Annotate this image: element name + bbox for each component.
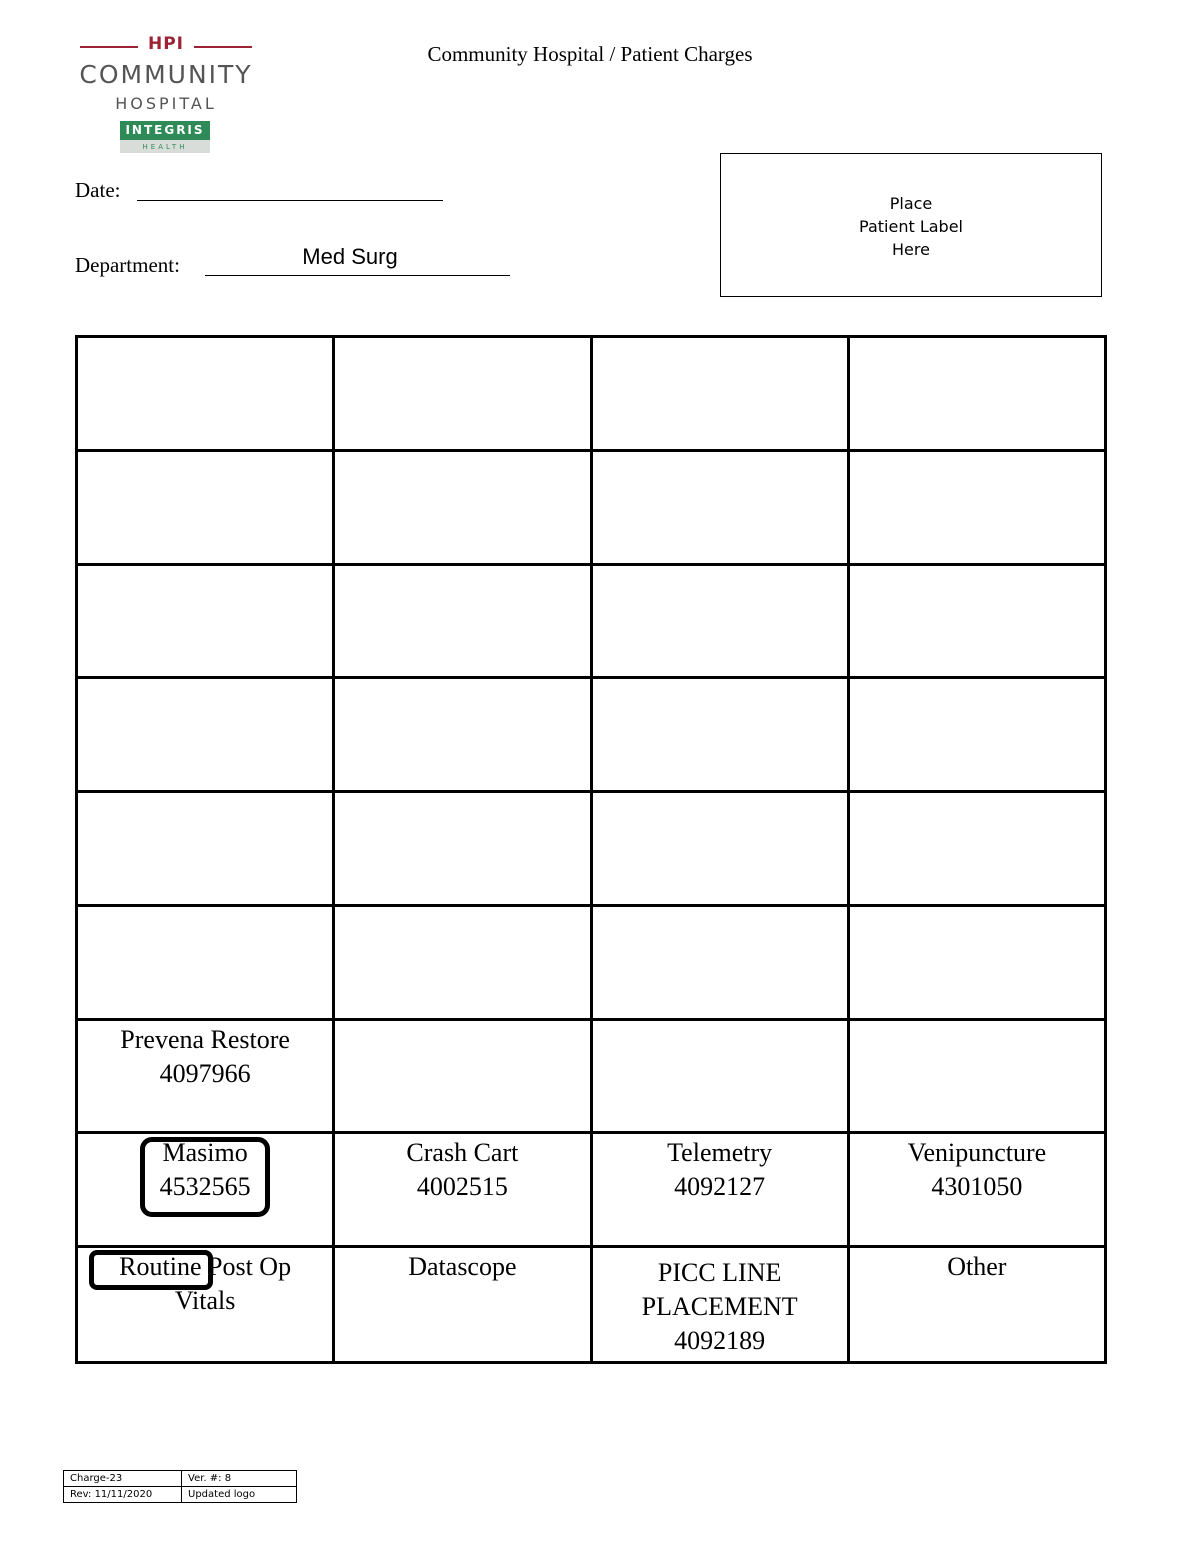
document-footer <box>63 1470 297 1503</box>
charge-cell-empty[interactable] <box>591 678 848 792</box>
table-row <box>64 1487 297 1503</box>
revision-note: Updated logo <box>182 1487 297 1503</box>
date-field[interactable] <box>137 200 443 201</box>
charge-cell-empty[interactable] <box>334 450 591 564</box>
charge-cell-empty[interactable] <box>848 564 1105 678</box>
charge-cell-empty[interactable] <box>848 792 1105 906</box>
charge-name: Prevena Restore <box>120 1024 290 1054</box>
charge-cell-empty[interactable] <box>77 792 334 906</box>
routine-selection-mark <box>89 1250 213 1290</box>
charge-name: Venipuncture <box>907 1138 1047 1168</box>
department-field-line <box>205 275 510 276</box>
charge-cell-picc-line[interactable] <box>591 1247 848 1363</box>
charge-cell-empty[interactable] <box>848 337 1105 451</box>
charge-cell-empty[interactable] <box>591 792 848 906</box>
charge-cell-empty[interactable] <box>591 905 848 1019</box>
charge-cell-empty[interactable] <box>77 337 334 451</box>
charge-code: 4532565 <box>159 1172 251 1202</box>
patient-label-line: Place <box>889 194 933 213</box>
charge-name: Crash Cart <box>406 1138 519 1168</box>
charge-name-continued: Vitals <box>174 1286 236 1316</box>
charge-cell-datascope[interactable] <box>334 1247 591 1363</box>
department-field[interactable]: Med Surg <box>302 244 398 269</box>
charge-code: 4092189 <box>674 1326 766 1356</box>
charge-name-continued: PLACEMENT <box>641 1292 798 1322</box>
hospital-logo <box>76 34 256 156</box>
charge-cell-empty[interactable] <box>591 337 848 451</box>
patient-label-line: Patient Label <box>859 217 963 236</box>
charge-name: Other <box>947 1252 1007 1282</box>
charge-cell-empty[interactable] <box>334 337 591 451</box>
charge-name: Routine Post Op <box>119 1252 292 1282</box>
charge-cell-telemetry[interactable] <box>591 1133 848 1247</box>
revision-date: Rev: 11/11/2020 <box>64 1487 182 1503</box>
logo-community-text: COMMUNITY <box>79 60 253 89</box>
charge-cell-prevena[interactable] <box>77 1019 334 1133</box>
charge-code: 4002515 <box>416 1172 508 1202</box>
charge-cell-other[interactable] <box>848 1247 1105 1363</box>
integris-text: INTEGRIS <box>120 121 210 140</box>
masimo-selection-mark <box>140 1137 270 1217</box>
charge-cell-empty[interactable] <box>848 450 1105 564</box>
department-label: Department: <box>75 253 180 277</box>
patient-label-box <box>720 153 1102 297</box>
integris-health-badge <box>120 121 210 153</box>
table-row <box>77 337 1106 451</box>
charge-cell-empty[interactable] <box>77 450 334 564</box>
charge-cell-empty[interactable] <box>591 450 848 564</box>
date-label: Date: <box>75 178 121 202</box>
patient-label-instructions <box>721 192 1101 261</box>
charge-cell-empty[interactable] <box>77 905 334 1019</box>
charge-cell-empty[interactable] <box>334 678 591 792</box>
charge-cell-empty[interactable] <box>77 678 334 792</box>
charge-cell-empty[interactable] <box>591 564 848 678</box>
table-row <box>77 678 1106 792</box>
patient-label-line: Here <box>892 240 930 259</box>
version-number: Ver. #: 8 <box>182 1471 297 1487</box>
logo-hospital-text: HOSPITAL <box>115 94 217 113</box>
table-row <box>77 1019 1106 1133</box>
charge-cell-empty[interactable] <box>334 905 591 1019</box>
table-row <box>64 1471 297 1487</box>
logo-hpi-text: HPI <box>147 34 184 54</box>
charge-cell-empty[interactable] <box>334 564 591 678</box>
charge-cell-empty[interactable] <box>848 678 1105 792</box>
health-text: HEALTH <box>142 143 188 151</box>
logo-rule-right <box>194 46 252 48</box>
table-row <box>77 450 1106 564</box>
charge-code: 4301050 <box>931 1172 1023 1202</box>
charge-cell-empty[interactable] <box>848 905 1105 1019</box>
charge-cell-empty[interactable] <box>334 1019 591 1133</box>
charge-cell-empty[interactable] <box>77 564 334 678</box>
charge-name: Masimo <box>162 1138 248 1168</box>
charge-name: PICC LINE <box>657 1258 782 1288</box>
charge-code: 4097966 <box>159 1058 251 1088</box>
page-title: Community Hospital / Patient Charges <box>427 42 753 66</box>
logo-hpi-row <box>80 34 252 56</box>
charge-cell-crash-cart[interactable] <box>334 1133 591 1247</box>
charge-code: 4092127 <box>674 1172 766 1202</box>
charge-cell-empty[interactable] <box>848 1019 1105 1133</box>
table-row <box>77 1247 1106 1363</box>
table-row <box>77 905 1106 1019</box>
charge-cell-venipuncture[interactable] <box>848 1133 1105 1247</box>
charge-name: Datascope <box>408 1252 517 1282</box>
charge-cell-empty[interactable] <box>334 792 591 906</box>
charge-name: Telemetry <box>667 1138 773 1168</box>
charge-form-number: Charge-23 <box>64 1471 182 1487</box>
table-row <box>77 792 1106 906</box>
table-row <box>77 564 1106 678</box>
charge-cell-empty[interactable] <box>591 1019 848 1133</box>
